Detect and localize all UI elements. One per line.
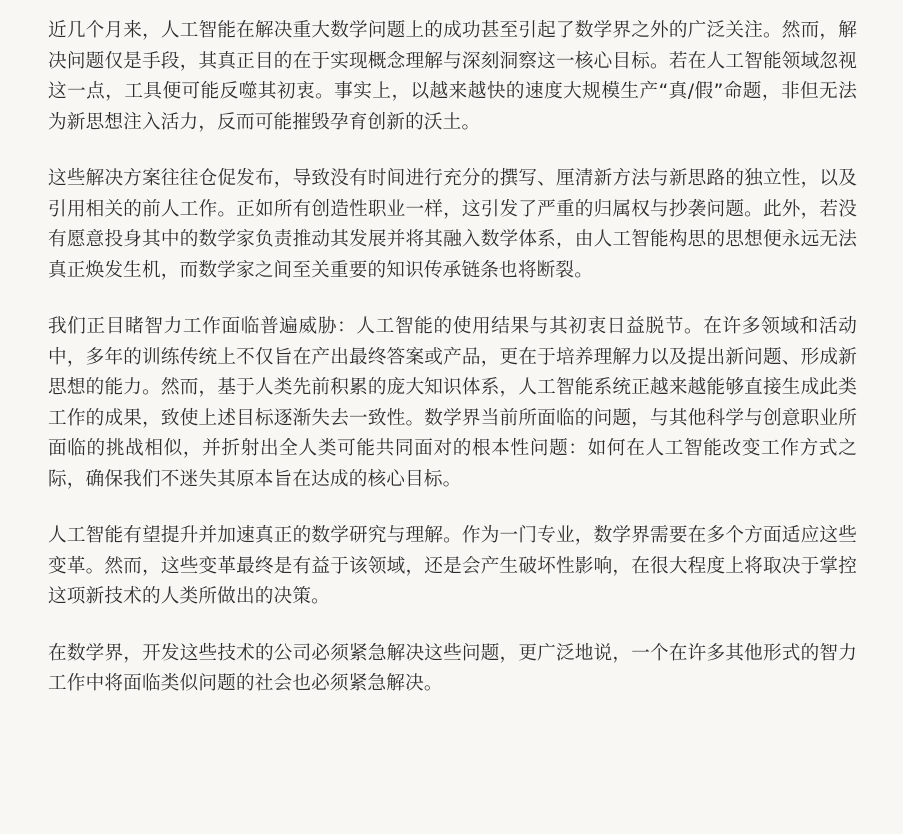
paragraph-3: 我们正目睹智力工作面临普遍威胁：人工智能的使用结果与其初衷日益脱节。在许多领域和活动中，多年的训练传统上不仅旨在产出最终答案或产品，更在于培养理解力以及提出新问题、形成新思想的能力。然而，基于人类先前积累的庞大知识体系，人工智能系统正越来越能够直接生成此类工作的成果，致使上述目标逐渐失去一致性。数学界当前所面临的问题，与其他科学与创意职业所面临的挑战相似，并折射出全人类可能共同面对的根本性问题：如何在人工智能改变工作方式之际，确保我们不迷失其原本旨在达成的核心目标。 [48, 316, 857, 490]
paragraph-4: 人工智能有望提升并加速真正的数学研究与理解。作为一门专业，数学界需要在多个方面适应这些变革。然而，这些变革最终是有益于该领域，还是会产生破坏性影响，在很大程度上将取决于掌控这项新技术的人类所做出的决策。 [48, 525, 857, 607]
paragraph-1: 近几个月来，人工智能在解决重大数学问题上的成功甚至引起了数学界之外的广泛关注。然而，解决问题仅是手段，其真正目的在于实现概念理解与深刻洞察这一核心目标。若在人工智能领域忽视这一点，工具便可能反噬其初衷。事实上，以越来越快的速度大规模生产“真/假”命题，非但无法为新思想注入活力，反而可能摧毁孕育创新的沃土。 [48, 20, 857, 133]
paragraph-5: 在数学界，开发这些技术的公司必须紧急解决这些问题，更广泛地说，一个在许多其他形式的智力工作中将面临类似问题的社会也必须紧急解决。 [48, 642, 857, 694]
paragraph-2: 这些解决方案往往仓促发布，导致没有时间进行充分的撰写、厘清新方法与新思路的独立性，以及引用相关的前人工作。正如所有创造性职业一样，这引发了严重的归属权与抄袭问题。此外，若没有愿意投身其中的数学家负责推动其发展并将其融入数学体系，由人工智能构思的思想便永远无法真正焕发生机，而数学家之间至关重要的知识传承链条也将断裂。 [48, 168, 857, 281]
